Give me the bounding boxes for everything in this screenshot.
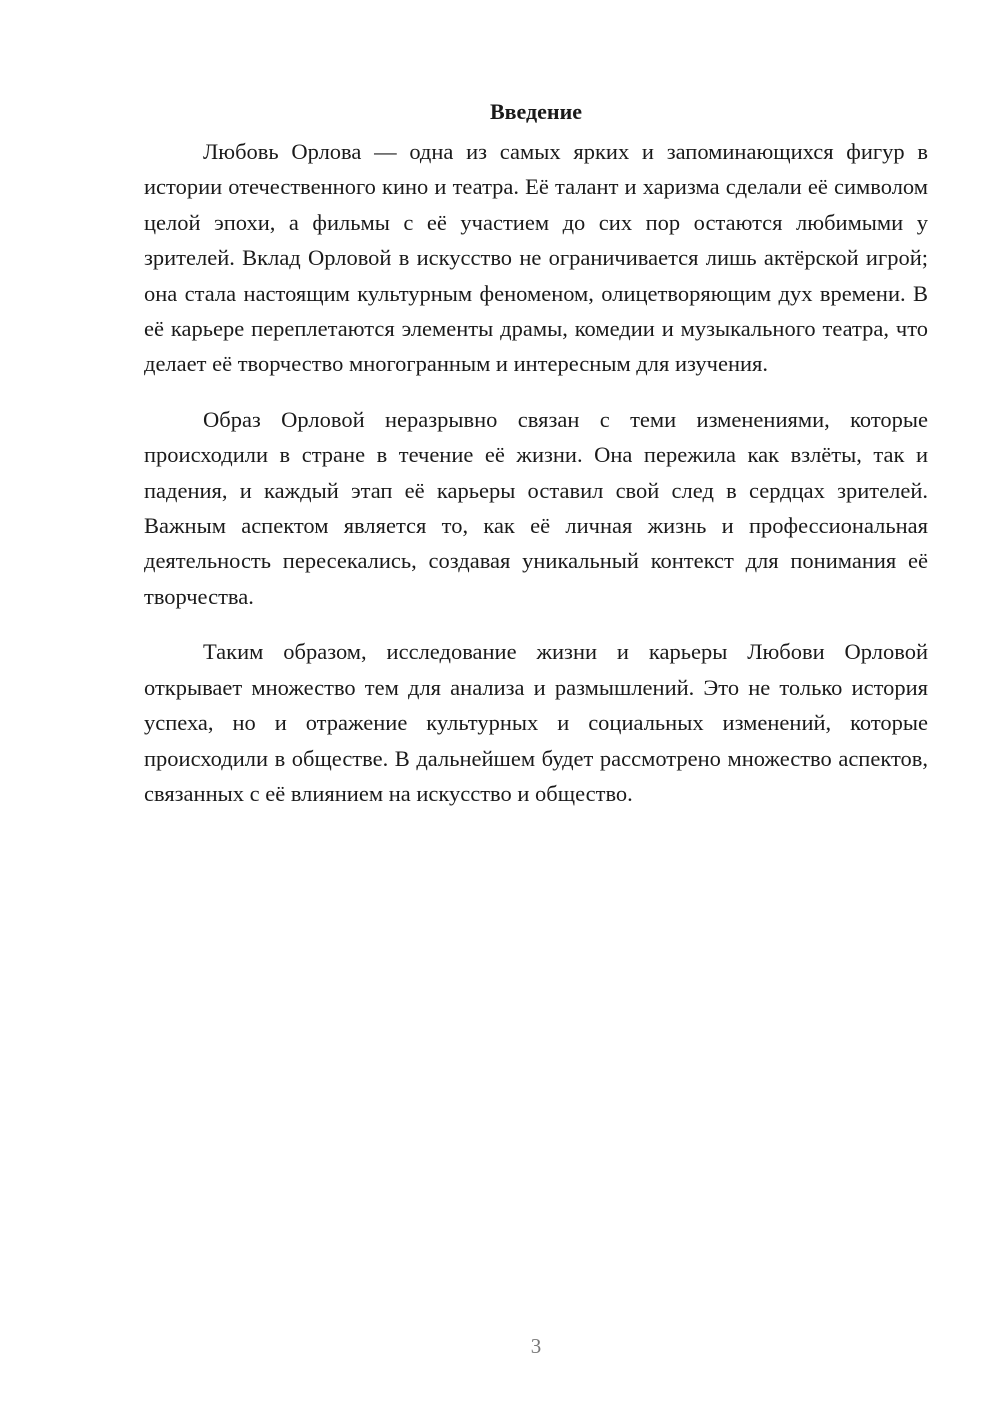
page-content: [144, 96, 928, 831]
page-number: 3: [530, 1334, 542, 1358]
paragraph: Образ Орловой неразрывно связан с теми изменениями, которые происходили в стране в течение её жизни. Она пережила как взлёты, так и падения, и каждый этап её карьеры оставил свой след в сердцах зрителей. Важным аспектом является то, как её личная жизнь и профессиональная деятельность пересекались, создавая уникальный контекст для понимания её творчества.: [144, 406, 928, 609]
paragraph: Любовь Орлова — одна из самых ярких и запоминающихся фигур в истории отечественного кино и театра. Её талант и харизма сделали её символом целой эпохи, а фильмы с её участием до сих пор остаются любимыми у зрителей. Вклад Орловой в искусство не ограничивается лишь актёрской игрой; она стала настоящим культурным феноменом, олицетворяющим дух времени. В её карьере переплетаются элементы драмы, комедии и музыкального театра, что делает её творчество многогранным и интересным для изучения.: [144, 139, 928, 377]
section-heading: Введение: [489, 99, 583, 124]
paragraph: Таким образом, исследование жизни и карьеры Любови Орловой открывает множество тем для анализа и размышлений. Это не только история успеха, но и отражение культурных и социальных изменений, которые происходили в обществе. В дальнейшем будет рассмотрено множество аспектов, связанных с её влиянием на искусство и общество.: [144, 639, 928, 806]
